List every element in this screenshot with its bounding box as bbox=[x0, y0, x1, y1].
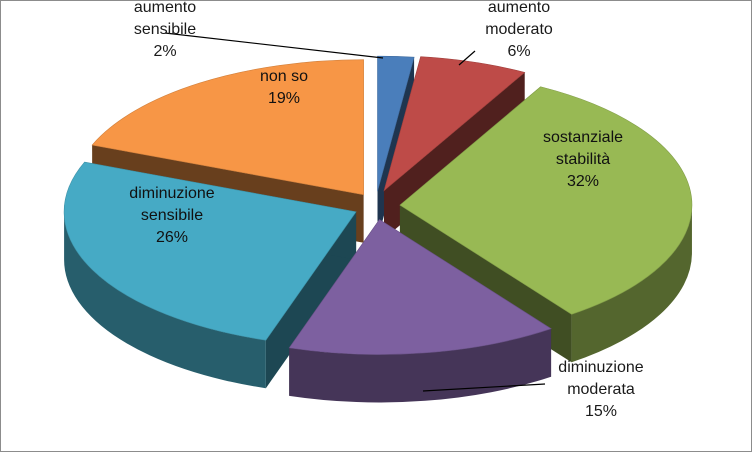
data-label-diminuzione-sensibile-line-2: 26% bbox=[155, 229, 189, 246]
pie-chart bbox=[1, 1, 751, 451]
data-label-sostanziale-stabilit--line-0: sostanziale bbox=[542, 129, 624, 146]
data-label-aumento-sensibile-line-1: sensibile bbox=[133, 21, 197, 38]
data-label-aumento-sensibile bbox=[134, 1, 196, 60]
data-label-sostanziale-stabilit--line-2: 32% bbox=[566, 173, 600, 190]
leader-line-aumento-sensibile bbox=[165, 33, 383, 58]
data-label-aumento-moderato bbox=[485, 1, 553, 60]
data-label-diminuzione-sensibile-line-0: diminuzione bbox=[129, 185, 215, 202]
data-label-aumento-sensibile-line-0: aumento bbox=[133, 1, 197, 16]
data-label-diminuzione-moderata bbox=[558, 359, 643, 420]
data-label-aumento-moderato-line-0: aumento bbox=[487, 1, 551, 16]
data-label-non-so-line-0: non so bbox=[259, 68, 309, 85]
data-label-aumento-moderato-line-2: 6% bbox=[507, 43, 531, 60]
data-label-diminuzione-moderata-line-2: 15% bbox=[584, 403, 618, 420]
data-label-aumento-sensibile-line-2: 2% bbox=[153, 43, 177, 60]
data-label-diminuzione-moderata-line-1: moderata bbox=[567, 381, 635, 398]
data-label-diminuzione-moderata-line-0: diminuzione bbox=[558, 359, 644, 376]
data-label-aumento-moderato-line-1: moderato bbox=[485, 21, 553, 38]
data-label-non-so-line-1: 19% bbox=[267, 90, 301, 107]
data-label-sostanziale-stabilit--line-1: stabilità bbox=[555, 151, 611, 168]
data-label-diminuzione-sensibile-line-1: sensibile bbox=[140, 207, 204, 224]
